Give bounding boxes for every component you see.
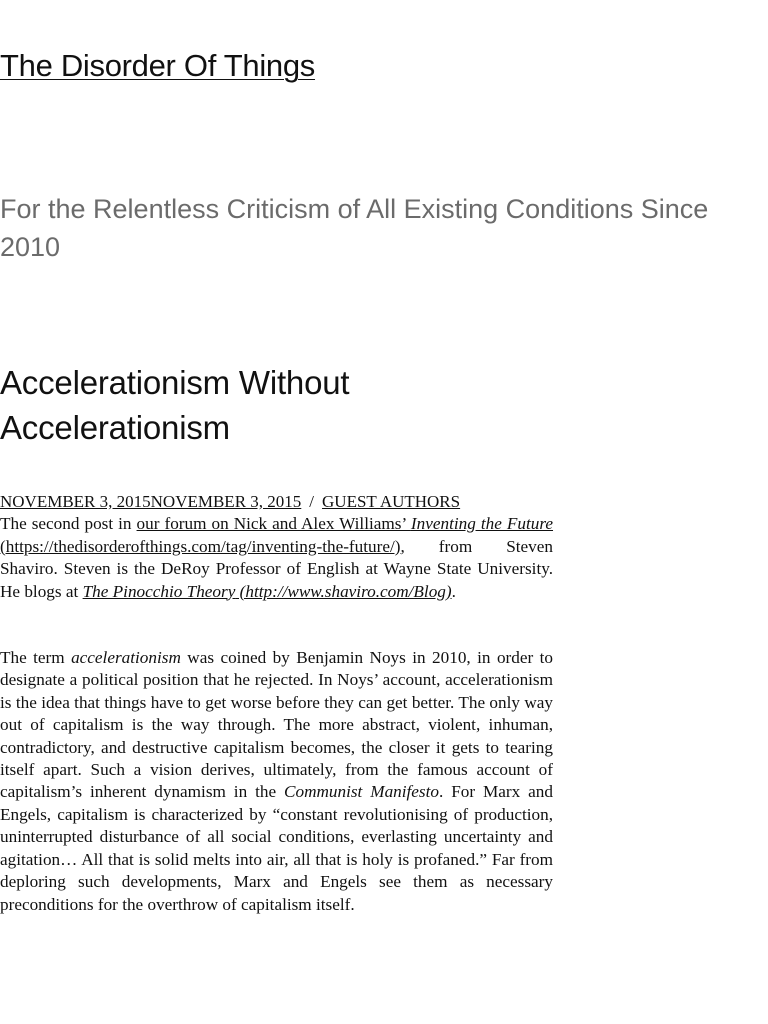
- body-em-manifesto: Communist Manifesto: [284, 782, 439, 802]
- body-paragraph: [0, 647, 553, 916]
- body-text-3: . For Marx and Engels, capitalism is characterized by “constant revolutionising of production, uninterrupted disturbance of all social conditions, everlasting uncertainty and agitation… All that is solid melts into air, all that is holy is profaned.” Far from deploring such developments, Marx and Engels see them as necessary preconditions for the overthrow of capitalism itself.: [0, 782, 553, 914]
- blog-link-title: The Pinocchio Theory: [82, 581, 236, 601]
- forum-link-url: (https://thedisorderofthings.com/tag/inventing-the-future/): [0, 536, 401, 556]
- category-link[interactable]: GUEST AUTHORS: [322, 492, 461, 511]
- blog-link-url: (http://www.shaviro.com/Blog): [235, 581, 452, 601]
- post-title: Accelerationism Without Accelerationism: [0, 364, 350, 446]
- site-title-link[interactable]: The Disorder Of Things: [0, 48, 316, 83]
- blog-link[interactable]: [83, 582, 452, 601]
- intro-text-3: .: [451, 581, 456, 601]
- body-em-accelerationism: accelerationism: [71, 648, 181, 668]
- post-content: [0, 491, 553, 916]
- site-tagline: For the Relentless Criticism of All Existing Conditions Since 2010: [0, 194, 709, 262]
- intro-paragraph: [0, 513, 553, 603]
- post-meta: [0, 491, 553, 513]
- post-date-link[interactable]: NOVEMBER 3, 2015NOVEMBER 3, 2015: [0, 492, 302, 511]
- body-text-2: was coined by Benjamin Noys in 2010, in order to designate a political position that he rejected. In Noys’ account, accelerationism is the idea that things have to get worse before they can get better. The only way out of capitalism is the way through. The more abstract, violent, inhuman, contradictory, and destructive capitalism becomes, the closer it gets to tearing itself apart. Such a vision derives, ultimately, from the famous account of capitalism’s inherent dynamism in the: [0, 648, 554, 802]
- forum-link-book-title: Inventing the Future: [410, 514, 554, 534]
- forum-link-text: our forum on Nick and Alex Williams’: [136, 514, 411, 534]
- intro-text-1: The second post in: [0, 514, 137, 534]
- site-title: [0, 46, 315, 86]
- intro-text-2: , from Steven Shaviro. Steven is the DeRoy Professor of English at Wayne State University. He blogs at: [0, 536, 553, 601]
- body-text-1: The term: [0, 648, 72, 668]
- meta-separator: /: [309, 492, 315, 511]
